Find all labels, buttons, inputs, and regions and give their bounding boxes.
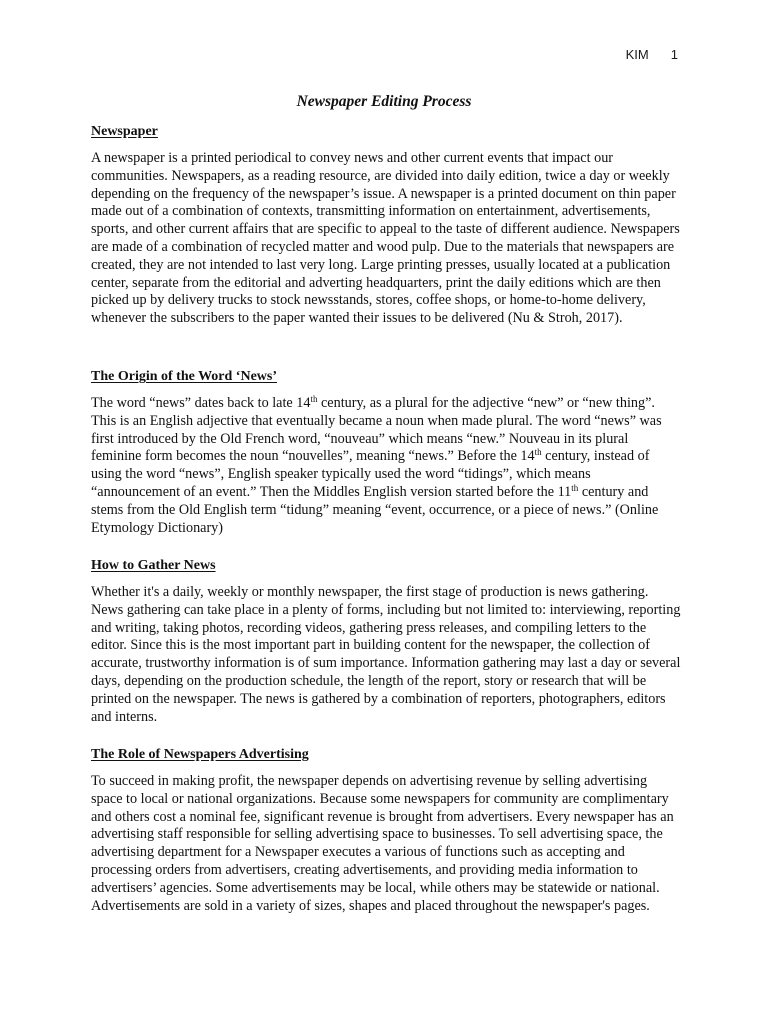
origin-text-part-1: The word “news” dates back to late 14 xyxy=(91,395,311,411)
superscript-th: th xyxy=(534,447,542,458)
running-header xyxy=(626,47,678,62)
header-page-number: 1 xyxy=(670,47,678,62)
section-newspaper xyxy=(91,123,681,328)
section-body-advertising: To succeed in making profit, the newspaper depends on advertising revenue by selling advertising space to local or national organizations. Because some newspapers for community are complimentary and others cost a nominal fee, significant revenue is brought from advertisers. Every newspaper has an advertising staff responsible for selling advertising space to businesses. To sell advertising space, the advertising department for a Newspaper executes a various of functions such as accepting and processing orders from advertisers, creating advertisements, and providing media information to advertisers’ agencies. Some advertisements may be local, while others may be statewide or national. Advertisements are sold in a variety of sizes, shapes and placed throughout the newspaper's pages. xyxy=(91,773,674,914)
section-newspaper-advertising xyxy=(91,746,681,915)
section-heading-advertising: The Role of Newspapers Advertising xyxy=(91,747,309,762)
document-title: Newspaper Editing Process xyxy=(296,93,472,110)
origin-text-part-3: century, instead of using the word “news”, English speaker typically used the word “tidings”, which means “announcement of an event.” Then the Middles English version started before the 11 xyxy=(91,448,650,500)
origin-text-part-2: century, as a plural for the adjective “new” or “new thing”. This is an English adjective that eventually became a noun when made plural. The word “news” was first introduced by the Old French word, “nouveau” which means “new.” Nouveau in its plural feminine form becomes the noun “nouvelles”, meaning “news.” Before the 14 xyxy=(91,395,662,465)
section-how-to-gather-news xyxy=(91,557,681,726)
section-origin-of-news xyxy=(91,368,681,537)
header-author: KIM xyxy=(625,47,649,62)
section-body-gather: Whether it's a daily, weekly or monthly newspaper, the first stage of production is news gathering. News gathering can take place in a plenty of forms, including but not limited to: interviewing, reporting and writing, taking photos, recording videos, gathering press releases, and compiling letters to the editor. Since this is the most important part in building content for the newspaper, the collection of accurate, trustworthy information is of sum importance. Information gathering may last a day or several days, depending on the production schedule, the length of the report, story or research that will be printed on the newspaper. The news is gathered by a combination of reporters, photographers, editors and interns. xyxy=(91,584,681,725)
section-heading-origin: The Origin of the Word ‘News’ xyxy=(91,369,278,384)
superscript-th: th xyxy=(310,394,318,404)
superscript-th: th xyxy=(571,482,579,493)
section-body-origin xyxy=(91,395,681,537)
section-heading-newspaper: Newspaper xyxy=(91,124,158,139)
section-body-newspaper: A newspaper is a printed periodical to convey news and other current events that impact our communities. Newspapers, as a reading resource, are divided into daily edition, twice a day or weekly depending on the frequency of the newspaper’s issue. A newspaper is a printed document on thin paper made out of a combination of contexts, transmitting information on entertainment, advertisements, sports, and other current affairs that are specific to appeal to the taste of different audience. Newspapers are made of a combination of recycled matter and wood pulp. Due to the materials that newspapers are created, they are not intended to last very long. Large printing presses, usually located at a publication center, separate from the editorial and adverting headquarters, print the daily editions which are then picked up by delivery trucks to stock newsstands, stores, coffee shops, or home-to-home delivery, whenever the subscribers to the paper wanted their issues to be delivered (Nu & Stroh, 2017). xyxy=(91,150,680,327)
section-heading-gather: How to Gather News xyxy=(91,558,216,573)
origin-text-part-4: century and stems from the Old English term “tidung” meaning “event, occurrence, or a piece of news.” (Online Etymology Dictionary) xyxy=(91,483,659,536)
